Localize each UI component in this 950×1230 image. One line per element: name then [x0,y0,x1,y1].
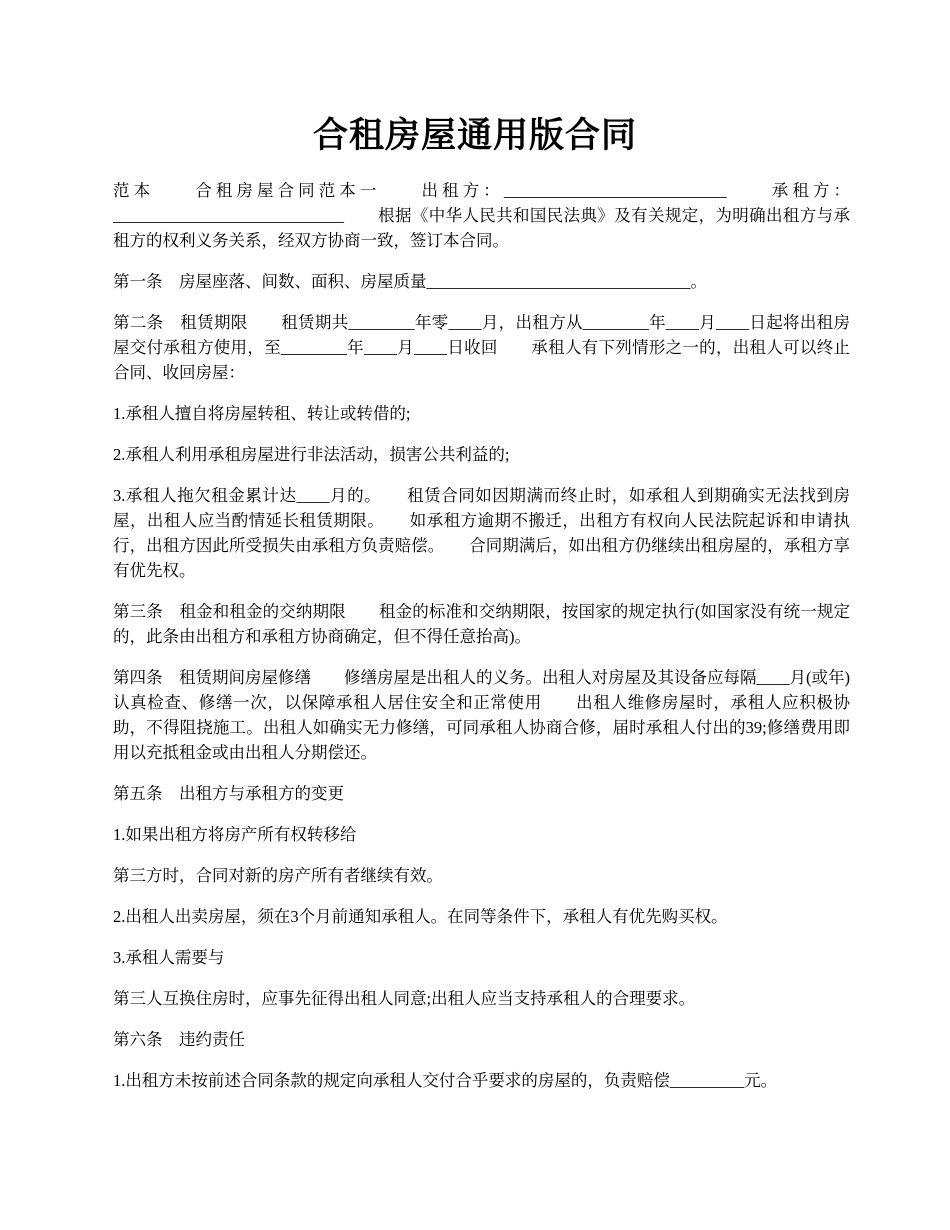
preamble-paragraph: 范本 合租房屋合同范本一 出租方：___________________________ 承租方：____________________________ 根据《中华人民共和国民法典》及有关规定，为明确出租方与承租方的权利义务关系，经双方协商一致，签订本合同。 [113,181,850,250]
article-5-heading: 第五条 出租方与承租方的变更 [113,784,344,803]
article-2-paragraph: 第二条 租赁期限 租赁期共________年零____月，出租方从________年____月____日起将出租房屋交付承租方使用，至________年____月____日收回 承租人有下列情形之一的，出租人可以终止合同、收回房屋： [113,313,850,382]
article-2-item-3: 3.承租人拖欠租金累计达____月的。 租赁合同如因期满而终止时，如承租人到期确实无法找到房屋，出租人应当酌情延长租赁期限。 如承租方逾期不搬迁，出租方有权向人民法院起诉和申请执行，出租方因此所受损失由承租方负责赔偿。 合同期满后，如出租方仍继续出租房屋的，承租方享有优先权。 [113,486,850,580]
article-4-paragraph: 第四条 租赁期间房屋修缮 修缮房屋是出租人的义务。出租人对房屋及其设备应每隔____月(或年)认真检查、修缮一次，以保障承租人居住安全和正常使用 出租人维修房屋时，承租人应积极协助，不得阻挠施工。出租人如确实无力修缮，可同承租人协商合修，届时承租人付出的39;修缮费用即用以充抵租金或由出租人分期偿还。 [113,668,850,762]
article-5-item-1: 1.如果出租方将房产所有权转移给 [113,825,357,844]
article-5-item-3: 3.承租人需要与 [113,948,225,967]
article-1-paragraph: 第一条 房屋座落、间数、面积、房屋质量________________________________。 [113,272,707,291]
article-5-item-3-continued: 第三人互换住房时，应事先征得出租人同意;出租人应当支持承租人的合理要求。 [113,989,696,1008]
article-2-item-2: 2.承租人利用承租房屋进行非法活动，损害公共利益的; [113,445,510,464]
document-body [113,178,850,1109]
article-5-item-1-continued: 第三方时，合同对新的房产所有者继续有效。 [113,866,443,885]
article-3-paragraph: 第三条 租金和租金的交纳期限 租金的标准和交纳期限，按国家的规定执行(如国家没有统一规定的，此条由出租方和承租方协商确定，但不得任意抬高)。 [113,602,850,646]
article-2-item-1: 1.承租人擅自将房屋转租、转让或转借的; [113,404,411,423]
article-6-heading: 第六条 违约责任 [113,1030,245,1049]
document-title: 合租房屋通用版合同 [312,116,637,155]
article-6-item-1: 1.出租方未按前述合同条款的规定向承租人交付合乎要求的房屋的，负责赔偿_________元。 [113,1071,778,1090]
article-5-item-2: 2.出租人出卖房屋，须在3个月前通知承租人。在同等条件下，承租人有优先购买权。 [113,907,728,926]
